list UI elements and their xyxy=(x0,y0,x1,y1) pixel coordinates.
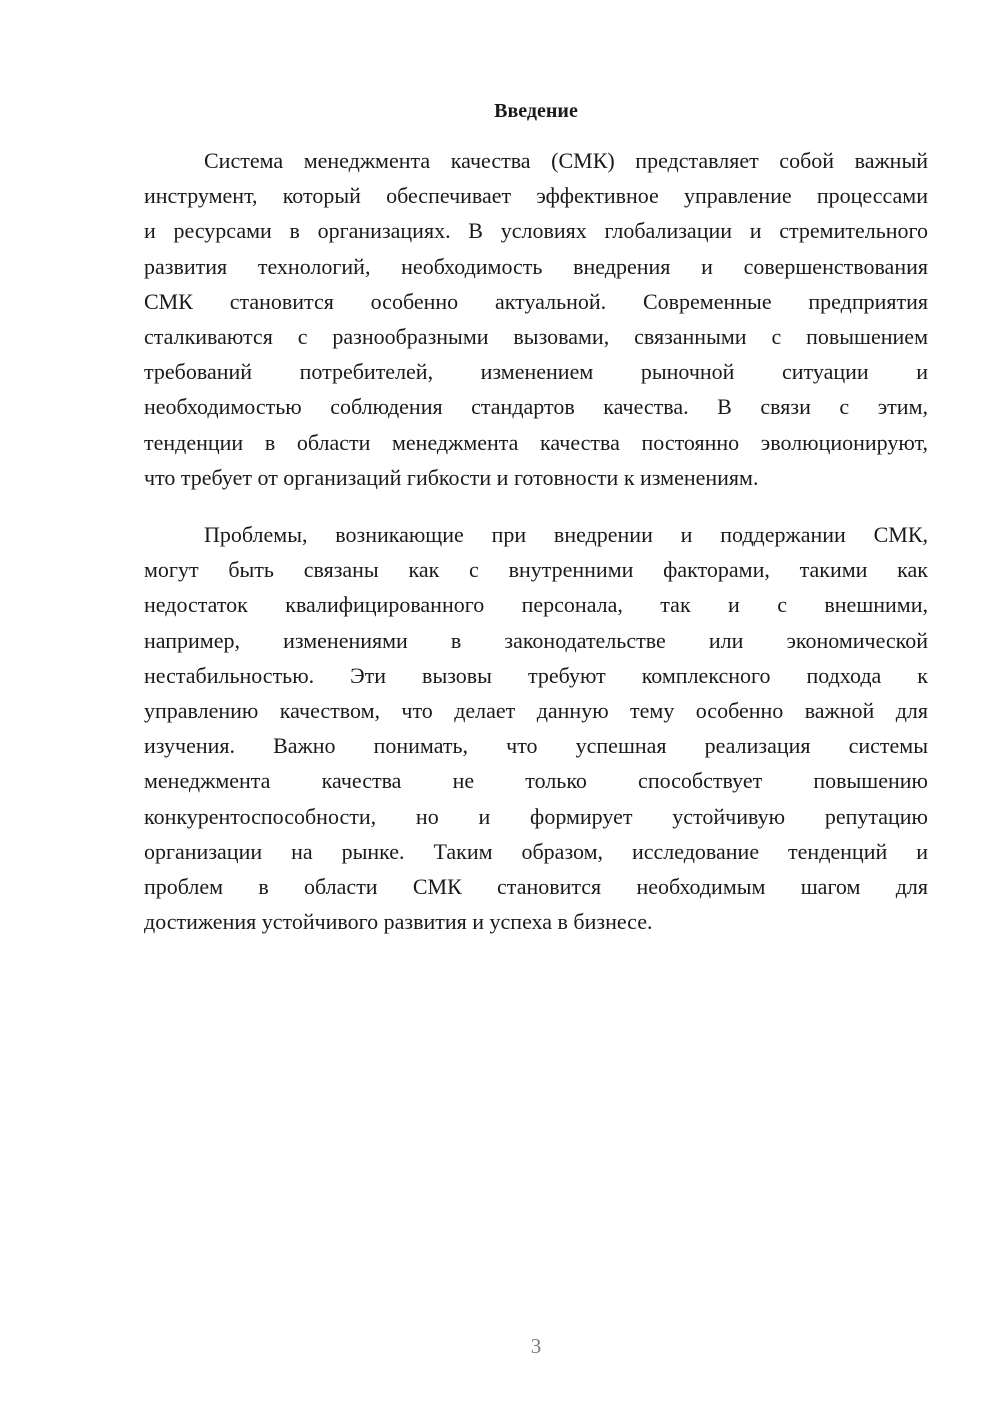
page-title: Введение xyxy=(494,100,578,122)
paragraph-text xyxy=(144,143,928,495)
paragraph-line: сталкиваются с разнообразными вызовами, связанными с повышением xyxy=(144,324,928,350)
paragraph-line: недостаток квалифицированного персонала, так и с внешними, xyxy=(144,592,928,618)
paragraph-line: могут быть связаны как с внутренними факторами, такими как xyxy=(144,557,928,583)
paragraph-line: управлению качеством, что делает данную тему особенно важной для xyxy=(144,698,928,724)
paragraph-line: нестабильностью. Эти вызовы требуют комплексного подхода к xyxy=(144,662,928,688)
paragraph-line: развития технологий, необходимость внедрения и совершенствования xyxy=(144,253,928,279)
paragraph-line: проблем в области СМК становится необходимым шагом для xyxy=(144,874,928,900)
paragraph-2 xyxy=(144,517,928,939)
paragraph-line: Проблемы, возникающие при внедрении и поддержании СМК, xyxy=(204,522,928,547)
paragraph-line: конкурентоспособности, но и формирует устойчивую репутацию xyxy=(144,803,928,829)
paragraph-line: организации на рынке. Таким образом, исследование тенденций и xyxy=(144,838,928,864)
paragraph-line: требований потребителей, изменением рыночной ситуации и xyxy=(144,359,928,385)
paragraph-line: тенденции в области менеджмента качества постоянно эволюционируют, xyxy=(144,429,928,455)
paragraph-text xyxy=(144,517,928,939)
paragraph-line: Система менеджмента качества (СМК) представляет собой важный xyxy=(204,148,928,173)
paragraph-line: инструмент, который обеспечивает эффективное управление процессами xyxy=(144,183,928,209)
paragraph-line: СМК становится особенно актуальной. Современные предприятия xyxy=(144,288,928,314)
paragraph-line: и ресурсами в организациях. В условиях глобализации и стремительного xyxy=(144,218,928,244)
paragraph-line: изучения. Важно понимать, что успешная реализация системы xyxy=(144,733,928,759)
paragraph-line: что требует от организаций гибкости и готовности к изменениям. xyxy=(144,464,759,490)
paragraph-1 xyxy=(144,143,928,495)
paragraph-line: необходимостью соблюдения стандартов качества. В связи с этим, xyxy=(144,394,928,420)
paragraph-line: достижения устойчивого развития и успеха в бизнесе. xyxy=(144,909,653,935)
paragraph-line: менеджмента качества не только способствует повышению xyxy=(144,768,928,794)
paragraph-line: например, изменениями в законодательстве или экономической xyxy=(144,627,928,653)
page-number: 3 xyxy=(530,1334,542,1358)
